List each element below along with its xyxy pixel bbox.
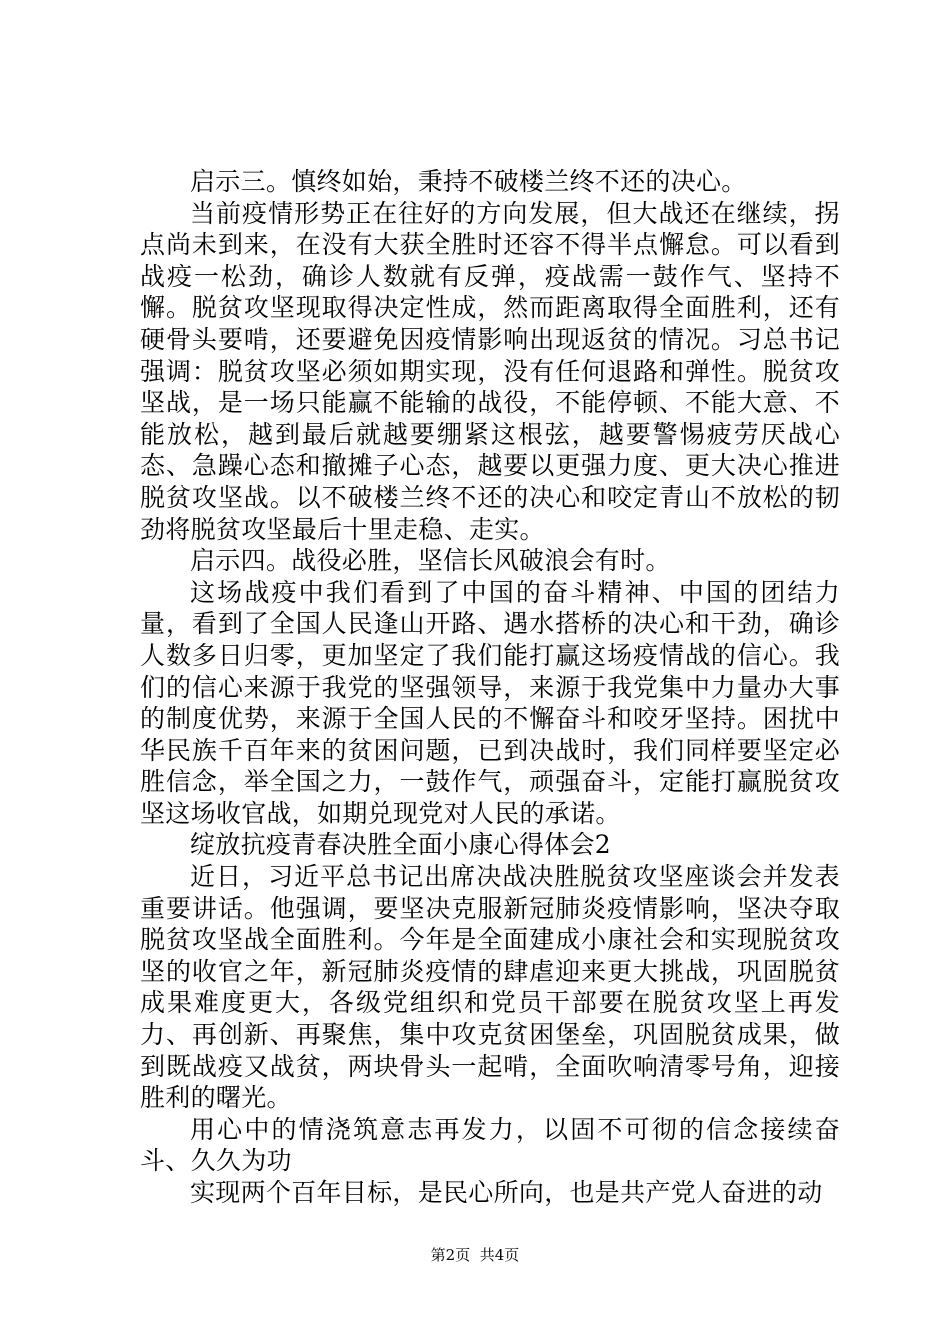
- total-pages: 共4页: [479, 1246, 520, 1264]
- page-footer: [0, 1244, 950, 1265]
- paragraph: 近日，习近平总书记出席决战决胜脱贫攻坚座谈会并发表重要讲话。他强调，要坚决克服新冠肺炎疫情影响，坚决夺取脱贫攻坚战全面胜利。今年是全面建成小康社会和实现脱贫攻坚的收官之年，新冠肺炎疫情的肆虐迎来更大挑战，巩固脱贫成果难度更大，各级党组织和党员干部要在脱贫攻坚上再发力、再创新、再聚焦，集中攻克贫困堡垒，巩固脱贫成果，做到既战疫又战贫，两块骨头一起啃，全面吹响清零号角，迎接胜利的曙光。: [140, 862, 840, 1113]
- paragraph: 这场战疫中我们看到了中国的奋斗精神、中国的团结力量，看到了全国人民逢山开路、遇水搭桥的决心和干劲，确诊人数多日归零，更加坚定了我们能打赢这场疫情战的信心。我们的信心来源于我党的坚强领导，来源于我党集中力量办大事的制度优势，来源于全国人民的不懈奋斗和咬牙坚持。困扰中华民族千百年来的贫困问题，已到决战时，我们同样要坚定必胜信念，举全国之力，一鼓作气，顽强奋斗，定能打赢脱贫攻坚这场收官战，如期兑现党对人民的承诺。: [140, 577, 840, 828]
- paragraph: 用心中的情浇筑意志再发力，以固不可彻的信念接续奋斗、久久为功: [140, 1114, 840, 1176]
- paragraph: 启示三。慎终如始，秉持不破楼兰终不还的决心。: [190, 167, 747, 196]
- page-number: 第2页: [430, 1246, 471, 1264]
- paragraph: 当前疫情形势正在往好的方向发展，但大战还在继续，拐点尚未到来，在没有大获全胜时还容不得半点懈怠。可以看到战疫一松劲，确诊人数就有反弹，疫战需一鼓作气、坚持不懈。脱贫攻坚现取得决定性成，然而距离取得全面胜利，还有硬骨头要啃，还要避免因疫情影响出现返贫的情况。习总书记强调：脱贫攻坚必须如期实现，没有任何退路和弹性。脱贫攻坚战，是一场只能赢不能输的战役，不能停顿、不能大意、不能放松，越到最后就越要绷紧这根弦，越要警惕疲劳厌战心态、急躁心态和撤摊子心态，越要以更强力度、更大决心推进脱贫攻坚战。以不破楼兰终不还的决心和咬定青山不放松的韧劲将脱贫攻坚最后十里走稳、走实。: [140, 198, 840, 544]
- footer-spacer: [470, 1246, 480, 1264]
- section-title: 绽放抗疫青春决胜全面小康心得体会2: [190, 830, 612, 860]
- paragraph: 启示四。战役必胜，坚信长风破浪会有时。: [190, 546, 671, 576]
- paragraph: 实现两个百年目标，是民心所向，也是共产党人奋进的动: [190, 1178, 823, 1207]
- document-body: [140, 166, 840, 1209]
